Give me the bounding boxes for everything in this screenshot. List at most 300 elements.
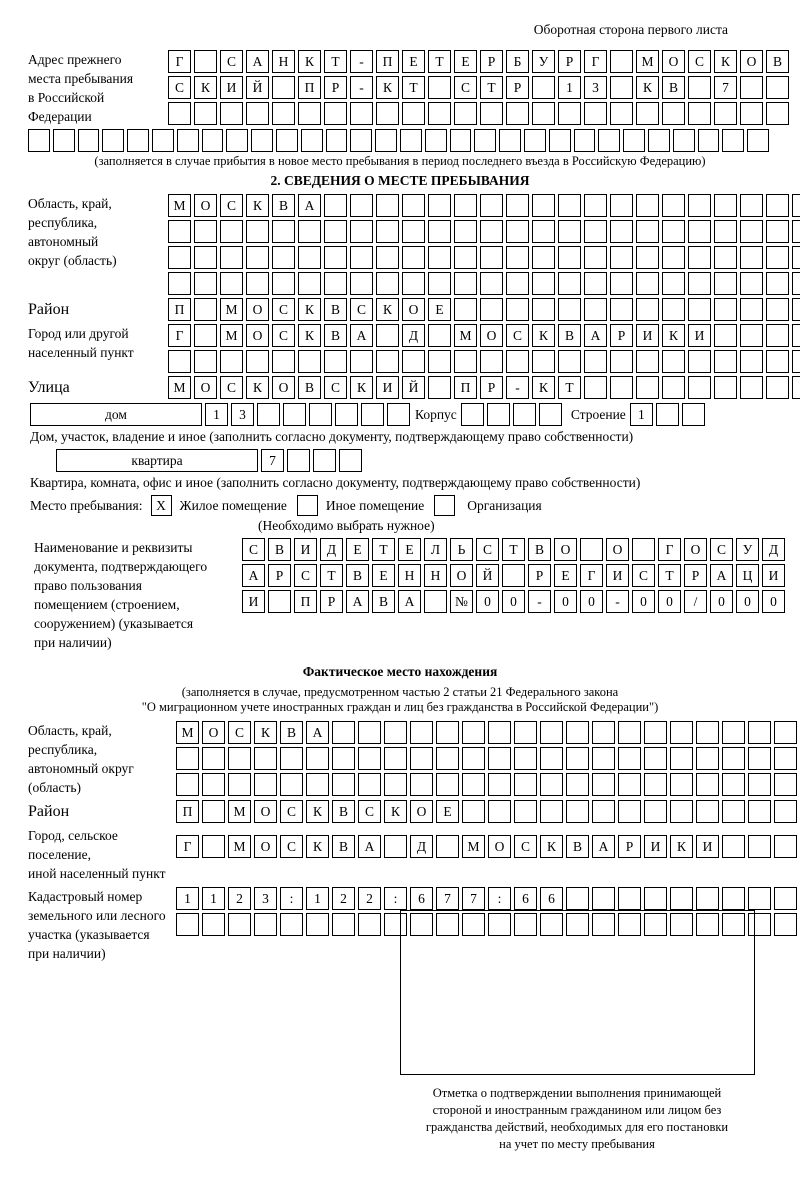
char-cell[interactable]: В bbox=[280, 721, 303, 744]
char-cell[interactable] bbox=[168, 246, 191, 269]
char-cell[interactable] bbox=[696, 773, 719, 796]
char-cell[interactable] bbox=[714, 220, 737, 243]
char-cell[interactable] bbox=[246, 220, 269, 243]
char-cell[interactable]: И bbox=[644, 835, 667, 858]
char-cell[interactable] bbox=[532, 350, 555, 373]
char-cell[interactable] bbox=[558, 220, 581, 243]
char-cell[interactable] bbox=[384, 835, 407, 858]
char-cell[interactable] bbox=[202, 913, 225, 936]
char-cell[interactable]: 1 bbox=[558, 76, 581, 99]
char-cell[interactable]: В bbox=[324, 298, 347, 321]
char-cell[interactable] bbox=[332, 747, 355, 770]
char-cell[interactable] bbox=[246, 102, 269, 125]
char-cell[interactable] bbox=[792, 246, 800, 269]
char-cell[interactable]: 1 bbox=[205, 403, 228, 426]
char-cell[interactable] bbox=[558, 298, 581, 321]
char-cell[interactable] bbox=[722, 129, 744, 152]
char-cell[interactable]: 7 bbox=[462, 887, 485, 910]
char-cell[interactable] bbox=[566, 721, 589, 744]
char-cell[interactable] bbox=[748, 835, 771, 858]
char-cell[interactable] bbox=[194, 350, 217, 373]
char-cell[interactable] bbox=[540, 773, 563, 796]
char-cell[interactable] bbox=[506, 220, 529, 243]
char-cell[interactable]: 6 bbox=[540, 887, 563, 910]
char-cell[interactable] bbox=[298, 272, 321, 295]
char-cell[interactable] bbox=[696, 800, 719, 823]
char-cell[interactable] bbox=[774, 773, 797, 796]
char-cell[interactable] bbox=[358, 773, 381, 796]
char-cell[interactable] bbox=[436, 773, 459, 796]
char-cell[interactable] bbox=[280, 773, 303, 796]
char-cell[interactable] bbox=[436, 747, 459, 770]
char-cell[interactable] bbox=[254, 913, 277, 936]
char-cell[interactable] bbox=[558, 194, 581, 217]
char-cell[interactable] bbox=[450, 129, 472, 152]
char-cell[interactable]: И bbox=[688, 324, 711, 347]
char-cell[interactable]: К bbox=[540, 835, 563, 858]
char-cell[interactable]: - bbox=[606, 590, 629, 613]
char-cell[interactable] bbox=[714, 350, 737, 373]
char-cell[interactable] bbox=[748, 721, 771, 744]
char-cell[interactable] bbox=[610, 102, 633, 125]
char-cell[interactable] bbox=[324, 350, 347, 373]
char-cell[interactable] bbox=[376, 102, 399, 125]
char-cell[interactable] bbox=[350, 272, 373, 295]
char-cell[interactable] bbox=[176, 913, 199, 936]
char-cell[interactable]: 3 bbox=[584, 76, 607, 99]
char-cell[interactable] bbox=[506, 246, 529, 269]
char-cell[interactable] bbox=[177, 129, 199, 152]
char-cell[interactable] bbox=[350, 350, 373, 373]
char-cell[interactable] bbox=[402, 194, 425, 217]
char-cell[interactable] bbox=[257, 403, 280, 426]
char-cell[interactable] bbox=[376, 272, 399, 295]
char-cell[interactable] bbox=[194, 324, 217, 347]
char-cell[interactable] bbox=[714, 272, 737, 295]
char-cell[interactable] bbox=[428, 272, 451, 295]
char-cell[interactable]: Р bbox=[480, 376, 503, 399]
char-cell[interactable] bbox=[506, 102, 529, 125]
char-cell[interactable]: К bbox=[376, 298, 399, 321]
char-cell[interactable] bbox=[644, 747, 667, 770]
char-cell[interactable] bbox=[774, 721, 797, 744]
char-cell[interactable] bbox=[540, 721, 563, 744]
char-cell[interactable] bbox=[280, 747, 303, 770]
char-cell[interactable]: П bbox=[168, 298, 191, 321]
char-cell[interactable]: - bbox=[506, 376, 529, 399]
char-cell[interactable]: Т bbox=[480, 76, 503, 99]
char-cell[interactable] bbox=[454, 194, 477, 217]
char-cell[interactable] bbox=[428, 376, 451, 399]
char-cell[interactable] bbox=[309, 403, 332, 426]
char-cell[interactable] bbox=[168, 102, 191, 125]
char-cell[interactable] bbox=[580, 538, 603, 561]
char-cell[interactable] bbox=[272, 272, 295, 295]
char-cell[interactable]: - bbox=[350, 50, 373, 73]
char-cell[interactable] bbox=[375, 129, 397, 152]
char-cell[interactable]: П bbox=[376, 50, 399, 73]
char-cell[interactable]: 0 bbox=[554, 590, 577, 613]
char-cell[interactable] bbox=[462, 747, 485, 770]
char-cell[interactable] bbox=[194, 272, 217, 295]
char-cell[interactable] bbox=[540, 747, 563, 770]
char-cell[interactable]: В bbox=[372, 590, 395, 613]
char-cell[interactable]: С bbox=[324, 376, 347, 399]
char-cell[interactable]: А bbox=[592, 835, 615, 858]
char-cell[interactable] bbox=[410, 721, 433, 744]
char-cell[interactable]: И bbox=[696, 835, 719, 858]
char-cell[interactable]: Й bbox=[476, 564, 499, 587]
char-cell[interactable] bbox=[662, 102, 685, 125]
char-cell[interactable]: Р bbox=[528, 564, 551, 587]
char-cell[interactable]: / bbox=[684, 590, 707, 613]
char-cell[interactable] bbox=[499, 129, 521, 152]
char-cell[interactable]: Б bbox=[506, 50, 529, 73]
char-cell[interactable] bbox=[358, 913, 381, 936]
char-cell[interactable]: И bbox=[636, 324, 659, 347]
char-cell[interactable] bbox=[584, 194, 607, 217]
char-cell[interactable]: В bbox=[272, 194, 295, 217]
char-cell[interactable] bbox=[696, 721, 719, 744]
char-cell[interactable] bbox=[358, 747, 381, 770]
char-cell[interactable] bbox=[220, 102, 243, 125]
char-cell[interactable]: Г bbox=[168, 50, 191, 73]
char-cell[interactable] bbox=[610, 50, 633, 73]
char-cell[interactable] bbox=[748, 747, 771, 770]
char-cell[interactable]: К bbox=[246, 376, 269, 399]
char-cell[interactable]: К bbox=[298, 324, 321, 347]
char-cell[interactable]: С bbox=[220, 50, 243, 73]
char-cell[interactable] bbox=[747, 129, 769, 152]
char-cell[interactable] bbox=[792, 220, 800, 243]
char-cell[interactable]: Т bbox=[402, 76, 425, 99]
char-cell[interactable] bbox=[228, 913, 251, 936]
char-cell[interactable] bbox=[102, 129, 124, 152]
char-cell[interactable] bbox=[688, 194, 711, 217]
char-cell[interactable]: М bbox=[168, 376, 191, 399]
char-cell[interactable]: № bbox=[450, 590, 473, 613]
char-cell[interactable] bbox=[246, 350, 269, 373]
char-cell[interactable]: Н bbox=[272, 50, 295, 73]
char-cell[interactable] bbox=[610, 298, 633, 321]
char-cell[interactable] bbox=[480, 102, 503, 125]
char-cell[interactable]: Г bbox=[584, 50, 607, 73]
char-cell[interactable]: Ь bbox=[450, 538, 473, 561]
char-cell[interactable] bbox=[488, 747, 511, 770]
char-cell[interactable] bbox=[226, 129, 248, 152]
char-cell[interactable]: К bbox=[714, 50, 737, 73]
char-cell[interactable] bbox=[324, 194, 347, 217]
char-cell[interactable] bbox=[792, 324, 800, 347]
char-cell[interactable] bbox=[194, 50, 217, 73]
char-cell[interactable] bbox=[566, 773, 589, 796]
char-cell[interactable]: 1 bbox=[176, 887, 199, 910]
char-cell[interactable] bbox=[662, 220, 685, 243]
char-cell[interactable]: Р bbox=[610, 324, 633, 347]
char-cell[interactable]: 3 bbox=[254, 887, 277, 910]
char-cell[interactable] bbox=[592, 773, 615, 796]
char-cell[interactable] bbox=[298, 102, 321, 125]
char-cell[interactable]: Д bbox=[402, 324, 425, 347]
char-cell[interactable] bbox=[283, 403, 306, 426]
char-cell[interactable]: В bbox=[298, 376, 321, 399]
char-cell[interactable]: К bbox=[384, 800, 407, 823]
char-cell[interactable] bbox=[636, 376, 659, 399]
char-cell[interactable]: Р bbox=[324, 76, 347, 99]
char-cell[interactable] bbox=[332, 721, 355, 744]
char-cell[interactable]: - bbox=[528, 590, 551, 613]
stay-type-checkbox-other[interactable] bbox=[297, 495, 318, 516]
char-cell[interactable]: К bbox=[350, 376, 373, 399]
char-cell[interactable]: С bbox=[514, 835, 537, 858]
char-cell[interactable]: Р bbox=[684, 564, 707, 587]
char-cell[interactable] bbox=[324, 246, 347, 269]
char-cell[interactable] bbox=[610, 350, 633, 373]
char-cell[interactable] bbox=[487, 403, 510, 426]
char-cell[interactable] bbox=[251, 129, 273, 152]
char-cell[interactable] bbox=[584, 272, 607, 295]
char-cell[interactable]: И bbox=[606, 564, 629, 587]
char-cell[interactable]: 1 bbox=[202, 887, 225, 910]
char-cell[interactable]: 0 bbox=[476, 590, 499, 613]
char-cell[interactable] bbox=[670, 773, 693, 796]
char-cell[interactable] bbox=[532, 246, 555, 269]
char-cell[interactable] bbox=[592, 747, 615, 770]
char-cell[interactable]: И bbox=[376, 376, 399, 399]
char-cell[interactable] bbox=[272, 220, 295, 243]
char-cell[interactable] bbox=[766, 298, 789, 321]
char-cell[interactable]: Е bbox=[454, 50, 477, 73]
char-cell[interactable] bbox=[454, 102, 477, 125]
char-cell[interactable] bbox=[428, 76, 451, 99]
char-cell[interactable] bbox=[688, 246, 711, 269]
char-cell[interactable] bbox=[592, 887, 615, 910]
char-cell[interactable] bbox=[532, 272, 555, 295]
char-cell[interactable] bbox=[506, 272, 529, 295]
char-cell[interactable] bbox=[78, 129, 100, 152]
char-cell[interactable]: Д bbox=[762, 538, 785, 561]
char-cell[interactable] bbox=[766, 324, 789, 347]
char-cell[interactable]: С bbox=[272, 324, 295, 347]
char-cell[interactable]: М bbox=[462, 835, 485, 858]
char-cell[interactable] bbox=[558, 102, 581, 125]
char-cell[interactable] bbox=[220, 272, 243, 295]
char-cell[interactable] bbox=[424, 590, 447, 613]
char-cell[interactable]: 6 bbox=[514, 887, 537, 910]
char-cell[interactable]: Г bbox=[580, 564, 603, 587]
char-cell[interactable]: Т bbox=[658, 564, 681, 587]
char-cell[interactable] bbox=[428, 324, 451, 347]
char-cell[interactable]: А bbox=[246, 50, 269, 73]
char-cell[interactable] bbox=[376, 220, 399, 243]
char-cell[interactable] bbox=[474, 129, 496, 152]
char-cell[interactable] bbox=[376, 194, 399, 217]
char-cell[interactable]: 0 bbox=[762, 590, 785, 613]
char-cell[interactable]: О bbox=[488, 835, 511, 858]
char-cell[interactable]: Т bbox=[372, 538, 395, 561]
char-cell[interactable]: Й bbox=[246, 76, 269, 99]
char-cell[interactable] bbox=[454, 298, 477, 321]
char-cell[interactable] bbox=[662, 194, 685, 217]
char-cell[interactable] bbox=[220, 350, 243, 373]
char-cell[interactable] bbox=[436, 721, 459, 744]
char-cell[interactable]: М bbox=[454, 324, 477, 347]
char-cell[interactable] bbox=[558, 350, 581, 373]
char-cell[interactable]: С bbox=[228, 721, 251, 744]
char-cell[interactable]: О bbox=[272, 376, 295, 399]
char-cell[interactable] bbox=[384, 773, 407, 796]
char-cell[interactable] bbox=[428, 220, 451, 243]
char-cell[interactable]: В bbox=[528, 538, 551, 561]
char-cell[interactable]: О bbox=[606, 538, 629, 561]
char-cell[interactable] bbox=[402, 350, 425, 373]
char-cell[interactable] bbox=[480, 272, 503, 295]
char-cell[interactable] bbox=[774, 913, 797, 936]
char-cell[interactable]: Т bbox=[558, 376, 581, 399]
char-cell[interactable]: К bbox=[670, 835, 693, 858]
char-cell[interactable]: Ц bbox=[736, 564, 759, 587]
char-cell[interactable]: С bbox=[220, 194, 243, 217]
char-cell[interactable]: Р bbox=[506, 76, 529, 99]
char-cell[interactable] bbox=[326, 129, 348, 152]
char-cell[interactable] bbox=[584, 350, 607, 373]
char-cell[interactable] bbox=[194, 220, 217, 243]
char-cell[interactable]: К bbox=[636, 76, 659, 99]
char-cell[interactable]: М bbox=[168, 194, 191, 217]
char-cell[interactable]: У bbox=[532, 50, 555, 73]
char-cell[interactable] bbox=[766, 194, 789, 217]
char-cell[interactable] bbox=[228, 773, 251, 796]
char-cell[interactable] bbox=[722, 835, 745, 858]
char-cell[interactable] bbox=[722, 800, 745, 823]
char-cell[interactable] bbox=[610, 76, 633, 99]
char-cell[interactable] bbox=[514, 800, 537, 823]
char-cell[interactable] bbox=[792, 376, 800, 399]
char-cell[interactable] bbox=[539, 403, 562, 426]
char-cell[interactable]: У bbox=[736, 538, 759, 561]
char-cell[interactable] bbox=[488, 800, 511, 823]
char-cell[interactable]: К bbox=[194, 76, 217, 99]
char-cell[interactable] bbox=[454, 272, 477, 295]
char-cell[interactable] bbox=[376, 246, 399, 269]
char-cell[interactable]: Т bbox=[502, 538, 525, 561]
char-cell[interactable] bbox=[632, 538, 655, 561]
char-cell[interactable] bbox=[648, 129, 670, 152]
char-cell[interactable] bbox=[792, 272, 800, 295]
char-cell[interactable] bbox=[513, 403, 536, 426]
char-cell[interactable]: О bbox=[740, 50, 763, 73]
char-cell[interactable] bbox=[350, 129, 372, 152]
char-cell[interactable] bbox=[194, 102, 217, 125]
char-cell[interactable] bbox=[306, 913, 329, 936]
char-cell[interactable] bbox=[220, 220, 243, 243]
char-cell[interactable]: К bbox=[662, 324, 685, 347]
char-cell[interactable]: 0 bbox=[736, 590, 759, 613]
char-cell[interactable]: М bbox=[228, 835, 251, 858]
char-cell[interactable] bbox=[194, 298, 217, 321]
char-cell[interactable]: С bbox=[220, 376, 243, 399]
char-cell[interactable]: С bbox=[358, 800, 381, 823]
char-cell[interactable] bbox=[436, 835, 459, 858]
char-cell[interactable]: О bbox=[202, 721, 225, 744]
char-cell[interactable] bbox=[428, 246, 451, 269]
char-cell[interactable] bbox=[714, 376, 737, 399]
char-cell[interactable]: 0 bbox=[502, 590, 525, 613]
char-cell[interactable] bbox=[662, 350, 685, 373]
char-cell[interactable]: В bbox=[268, 538, 291, 561]
char-cell[interactable] bbox=[387, 403, 410, 426]
char-cell[interactable] bbox=[428, 102, 451, 125]
char-cell[interactable] bbox=[287, 449, 310, 472]
char-cell[interactable]: О bbox=[246, 324, 269, 347]
char-cell[interactable] bbox=[540, 800, 563, 823]
char-cell[interactable] bbox=[584, 102, 607, 125]
char-cell[interactable] bbox=[610, 376, 633, 399]
char-cell[interactable]: П bbox=[298, 76, 321, 99]
char-cell[interactable]: М bbox=[220, 324, 243, 347]
char-cell[interactable] bbox=[350, 220, 373, 243]
char-cell[interactable] bbox=[202, 129, 224, 152]
char-cell[interactable] bbox=[502, 564, 525, 587]
char-cell[interactable]: К bbox=[532, 324, 555, 347]
char-cell[interactable]: О bbox=[254, 835, 277, 858]
char-cell[interactable]: А bbox=[358, 835, 381, 858]
char-cell[interactable] bbox=[740, 272, 763, 295]
char-cell[interactable] bbox=[688, 76, 711, 99]
char-cell[interactable] bbox=[766, 272, 789, 295]
char-cell[interactable] bbox=[332, 913, 355, 936]
char-cell[interactable]: К bbox=[376, 76, 399, 99]
char-cell[interactable]: К bbox=[306, 800, 329, 823]
char-cell[interactable] bbox=[792, 194, 800, 217]
char-cell[interactable]: 3 bbox=[231, 403, 254, 426]
char-cell[interactable] bbox=[618, 747, 641, 770]
char-cell[interactable]: Г bbox=[176, 835, 199, 858]
char-cell[interactable] bbox=[306, 773, 329, 796]
char-cell[interactable]: С bbox=[350, 298, 373, 321]
char-cell[interactable] bbox=[766, 76, 789, 99]
char-cell[interactable] bbox=[53, 129, 75, 152]
char-cell[interactable] bbox=[714, 298, 737, 321]
char-cell[interactable] bbox=[324, 272, 347, 295]
char-cell[interactable] bbox=[428, 194, 451, 217]
char-cell[interactable] bbox=[644, 800, 667, 823]
char-cell[interactable]: 2 bbox=[332, 887, 355, 910]
char-cell[interactable] bbox=[402, 220, 425, 243]
char-cell[interactable]: С bbox=[710, 538, 733, 561]
char-cell[interactable]: 2 bbox=[228, 887, 251, 910]
char-cell[interactable] bbox=[425, 129, 447, 152]
char-cell[interactable]: С bbox=[280, 835, 303, 858]
char-cell[interactable] bbox=[514, 747, 537, 770]
char-cell[interactable]: Т bbox=[428, 50, 451, 73]
char-cell[interactable] bbox=[480, 194, 503, 217]
char-cell[interactable]: А bbox=[584, 324, 607, 347]
char-cell[interactable] bbox=[584, 376, 607, 399]
char-cell[interactable] bbox=[670, 800, 693, 823]
char-cell[interactable]: С bbox=[294, 564, 317, 587]
char-cell[interactable] bbox=[524, 129, 546, 152]
char-cell[interactable]: О bbox=[410, 800, 433, 823]
char-cell[interactable] bbox=[280, 913, 303, 936]
char-cell[interactable] bbox=[584, 298, 607, 321]
char-cell[interactable]: О bbox=[194, 194, 217, 217]
char-cell[interactable]: А bbox=[242, 564, 265, 587]
char-cell[interactable] bbox=[324, 220, 347, 243]
char-cell[interactable]: А bbox=[350, 324, 373, 347]
char-cell[interactable]: Р bbox=[480, 50, 503, 73]
char-cell[interactable] bbox=[566, 887, 589, 910]
